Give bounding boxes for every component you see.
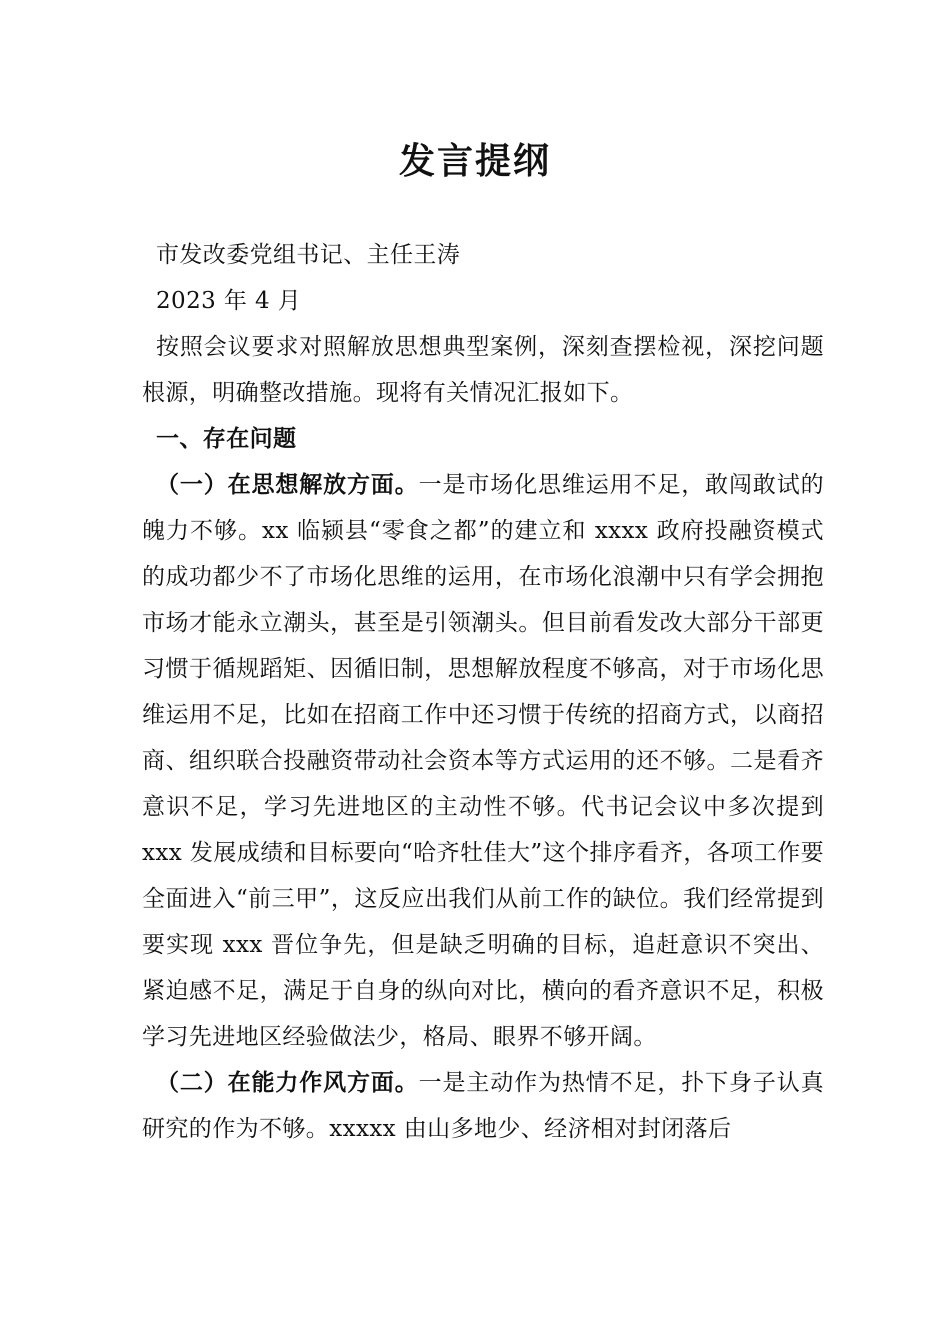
speaker-line: 市发改委党组书记、主任王涛 xyxy=(156,242,461,268)
subheading-thought-liberation: （一）在思想解放方面。 xyxy=(156,472,419,498)
paragraph-ability-style-text: 一是主动作为热情不足，扑下身子认真研究的作为不够。xxxxx 由山多地少、经济相对封闭落后 xyxy=(142,1070,824,1142)
intro-paragraph: 按照会议要求对照解放思想典型案例，深刻查摆检视，深挖问题根源，明确整改措施。现将有关情况汇报如下。 xyxy=(142,334,824,406)
document-title: 发言提纲 xyxy=(398,140,551,182)
date-line: 2023 年 4 月 xyxy=(156,288,302,314)
paragraph-ability-style xyxy=(142,1060,824,1152)
paragraph-thought-liberation xyxy=(142,462,824,1060)
paragraph-thought-liberation-text: 一是市场化思维运用不足，敢闯敢试的魄力不够。xx 临颍县“零食之都”的建立和 xxxx 政府投融资模式的成功都少不了市场化思维的运用，在市场化浪潮中只有学会拥抱市场才能永立潮头，甚至是引领潮头。但目前看发改大部分干部更习惯于循规蹈矩、因循旧制，思想解放程度不够高，对于市场化思维运用不足，比如在招商工作中还习惯于传统的招商方式，以商招商、组织联合投融资带动社会资本等方式运用的还不够。二是看齐意识不足，学习先进地区的主动性不够。代书记会议中多次提到 xxx 发展成绩和目标要向“哈齐牡佳大”这个排序看齐，各项工作要全面进入“前三甲”，这反应出我们从前工作的缺位。我们经常提到要实现 xxx 晋位争先，但是缺乏明确的目标，追赶意识不突出、紧迫感不足，满足于自身的纵向对比，横向的看齐意识不足，积极学习先进地区经验做法少，格局、眼界不够开阔。 xyxy=(142,472,824,1050)
section-heading-problems: 一、存在问题 xyxy=(156,426,297,452)
document-body xyxy=(142,232,824,1152)
subheading-ability-style: （二）在能力作风方面。 xyxy=(156,1070,419,1096)
